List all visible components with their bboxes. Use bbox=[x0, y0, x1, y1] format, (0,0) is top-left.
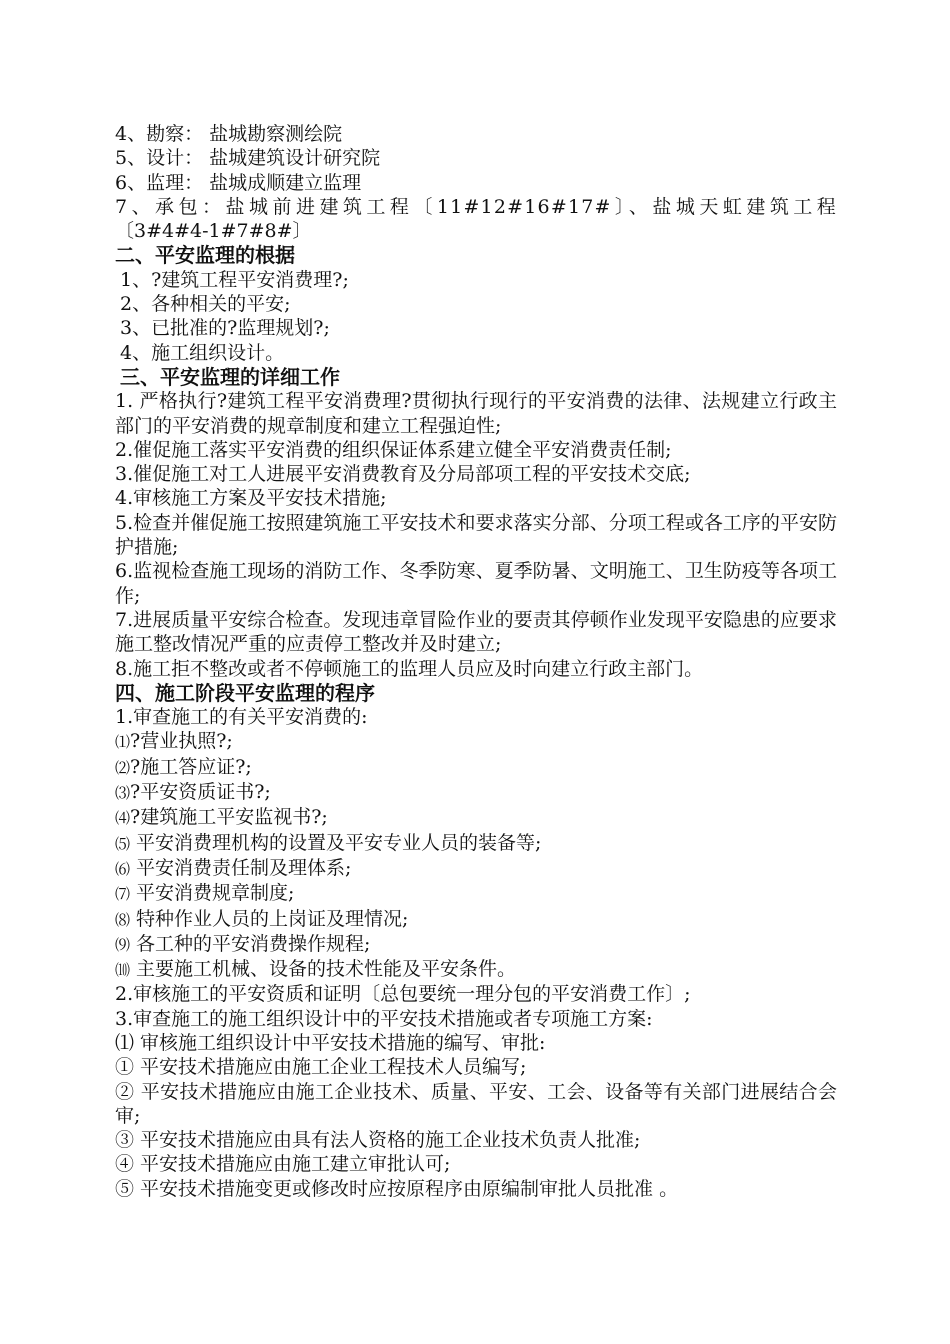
sub-item-text: ?营业执照?; bbox=[130, 730, 233, 753]
section3-heading: 三、平安监理的详细工作 bbox=[120, 364, 340, 389]
sub-item bbox=[115, 729, 837, 754]
sub-item-text: 特种作业人员的上岗证及理情况; bbox=[130, 907, 409, 930]
circled-item: ② 平安技术措施应由施工企业技术、质量、平安、工会、设备等有关部门进展结合会审; bbox=[115, 1080, 837, 1127]
section3-item: 5.检查并催促施工按照建筑施工平安技术和要求落实分部、分项工程或各工序的平安防护措施; bbox=[115, 511, 837, 559]
section3-item: 2.催促施工落实平安消费的组织保证体系建立健全平安消费责任制; bbox=[115, 438, 672, 461]
circled-item: ④ 平安技术措施应由施工建立审批认可; bbox=[115, 1153, 451, 1176]
sub-item bbox=[115, 755, 837, 780]
section3-item: 3.催促施工对工人进展平安消费教育及分局部项工程的平安技术交底; bbox=[115, 463, 691, 486]
section4-item3: 3.审查施工的施工组织设计中的平安技术措施或者专项施工方案: bbox=[115, 1007, 653, 1030]
sub-item-text: ?施工答应证?; bbox=[130, 755, 252, 778]
section3-item: 6.监视检查施工现场的消防工作、冬季防寒、夏季防暑、文明施工、卫生防疫等各项工作; bbox=[115, 560, 837, 607]
sub-item-number: ⑵ bbox=[115, 758, 131, 777]
section4-intro: 1.审查施工的有关平安消费的: bbox=[115, 706, 368, 729]
sub-item bbox=[115, 780, 837, 805]
contractor-line: 7、承包：盐城前进建筑工程〔11#12#16#17#〕、盐城天虹建筑工程 bbox=[115, 195, 837, 218]
supervision-unit-line: 6、监理： 盐城成顺建立监理 bbox=[115, 171, 362, 194]
section4-item2: 2.审核施工的平安资质和证明〔总包要统一理分包的平安消费工作〕; bbox=[115, 983, 691, 1006]
section3-item: 4.审核施工方案及平安技术措施; bbox=[115, 487, 387, 510]
sub-item-number: ⑶ bbox=[115, 784, 131, 803]
section2-heading: 二、平安监理的根据 bbox=[115, 243, 295, 268]
design-unit-line: 5、设计： 盐城建筑设计研究院 bbox=[115, 147, 381, 170]
survey-unit-line: 4、勘察： 盐城勘察测绘院 bbox=[115, 123, 343, 145]
section3-item: 1. 严格执行?建筑工程平安消费理?贯彻执行现行的平安消费的法律、法规建立行政主部门的平安消费的规章制度和建立工程强迫性; bbox=[115, 390, 837, 437]
sub-item-text: 平安消费理机构的设置及平安专业人员的装备等; bbox=[130, 831, 542, 854]
section4-item3-sub: ⑴ 审核施工组织设计中平安技术措施的编写、审批: bbox=[115, 1031, 546, 1054]
section2-item: 1、?建筑工程平安消费理?; bbox=[120, 268, 349, 291]
sub-item-text: 各工种的平安消费操作规程; bbox=[130, 932, 371, 955]
sub-item-number: ⑹ bbox=[115, 859, 131, 878]
circled-item: ① 平安技术措施应由施工企业工程技术人员编写; bbox=[115, 1056, 527, 1079]
sub-item-number: ⑽ bbox=[115, 961, 131, 980]
section2-item: 4、施工组织设计。 bbox=[120, 341, 285, 364]
sub-item-number: ⑻ bbox=[115, 910, 131, 929]
sub-item-text: ?建筑施工平安监视书?; bbox=[130, 806, 328, 829]
sub-item bbox=[115, 932, 837, 957]
section3-item: 8.施工拒不整改或者不停顿施工的监理人员应及时向建立行政主部门。 bbox=[115, 657, 704, 680]
sub-item bbox=[115, 881, 837, 906]
sub-item-number: ⑼ bbox=[115, 935, 131, 954]
circled-item: ⑤ 平安技术措施变更或修改时应按原程序由原编制审批人员批准 。 bbox=[115, 1177, 679, 1200]
sub-item bbox=[115, 805, 837, 830]
section4-heading: 四、施工阶段平安监理的程序 bbox=[115, 680, 375, 705]
sub-item-text: ?平安资质证书?; bbox=[130, 781, 271, 804]
sub-item-text: 主要施工机械、设备的技术性能及平安条件。 bbox=[130, 958, 517, 981]
circled-item: ③ 平安技术措施应由具有法人资格的施工企业技术负责人批准; bbox=[115, 1129, 641, 1152]
sub-item-number: ⑸ bbox=[115, 834, 131, 853]
section2-item: 2、各种相关的平安; bbox=[120, 293, 291, 316]
contractor-line-cont: 〔3#4#4-1#7#8#〕 bbox=[115, 220, 312, 243]
sub-item-number: ⑴ bbox=[115, 733, 131, 752]
sub-item bbox=[115, 907, 837, 932]
sub-item-text: 平安消费规章制度; bbox=[130, 882, 295, 905]
sub-item-number: ⑺ bbox=[115, 885, 131, 904]
section2-item: 3、已批准的?监理规划?; bbox=[120, 317, 330, 340]
section3-item: 7.进展质量平安综合检查。发现违章冒险作业的要责其停顿作业发现平安隐患的应要求施工整改情况严重的应责停工整改并及时建立; bbox=[115, 608, 837, 656]
sub-item-text: 平安消费责任制及理体系; bbox=[130, 856, 352, 879]
sub-item bbox=[115, 831, 837, 856]
sub-item bbox=[115, 856, 837, 881]
sub-item-number: ⑷ bbox=[115, 809, 131, 828]
sub-item bbox=[115, 957, 837, 982]
document-page bbox=[115, 122, 837, 1201]
